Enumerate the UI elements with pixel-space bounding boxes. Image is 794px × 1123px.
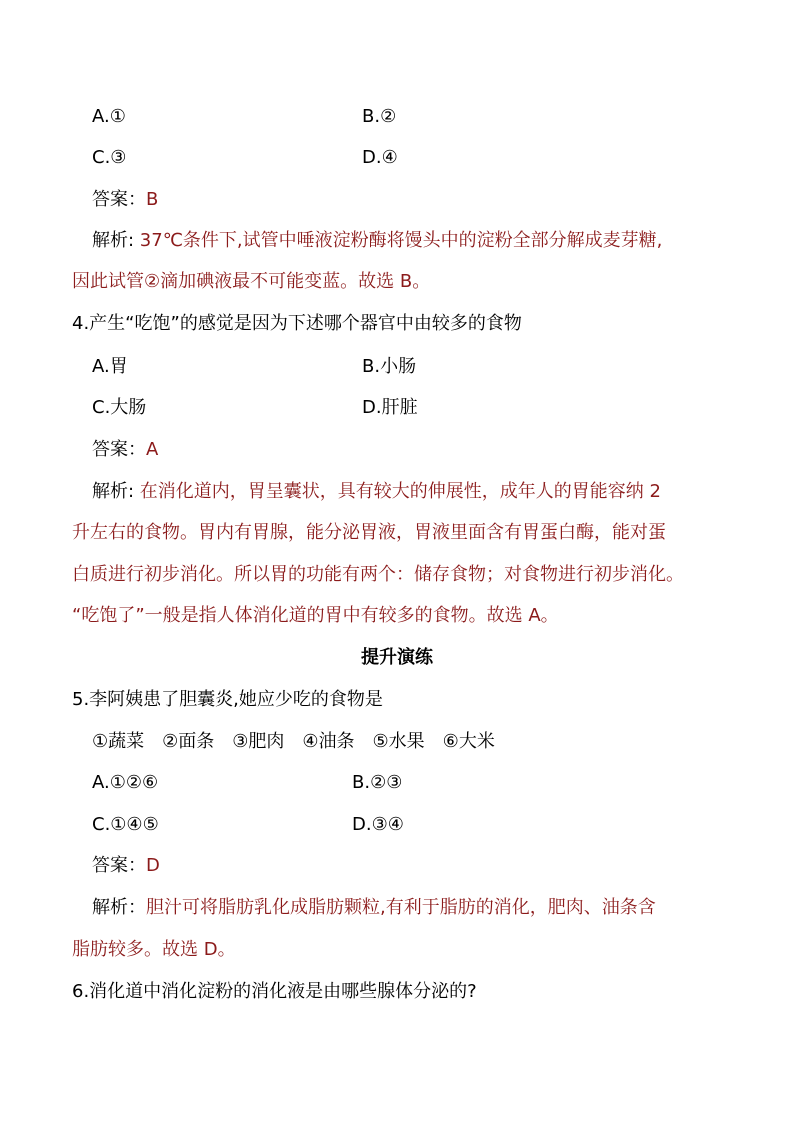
q5-question: 5.李阿姨患了胆囊炎,她应少吃的食物是 xyxy=(72,689,383,710)
q5-explanation-line-2: 脂肪较多。故选 D。 xyxy=(72,939,236,960)
q4-explanation-line-1 xyxy=(92,480,661,504)
q3-option-d: D.④ xyxy=(362,147,398,168)
q3-option-c: C.③ xyxy=(92,147,127,168)
q3-explain-text-1: 37℃条件下,试管中唾液淀粉酶将馒头中的淀粉全部分解成麦芽糖, xyxy=(139,230,663,251)
q4-option-d: D.肝脏 xyxy=(362,397,418,418)
q5-food-items: ①蔬菜 ②面条 ③肥肉 ④油条 ⑤水果 ⑥大米 xyxy=(92,731,495,752)
q4-option-a: A.胃 xyxy=(92,356,128,377)
q5-answer-label: 答案： xyxy=(92,855,146,876)
q5-answer-value: D xyxy=(146,855,160,876)
q6-question: 6.消化道中消化淀粉的消化液是由哪些腺体分泌的? xyxy=(72,981,477,1002)
q4-explanation-line-4: “吃饱了”一般是指人体消化道的胃中有较多的食物。故选 A。 xyxy=(72,605,559,626)
q3-explanation-line-1 xyxy=(92,229,662,253)
q3-explanation-line-2: 因此试管②滴加碘液最不可能变蓝。故选 B。 xyxy=(72,271,431,292)
q3-answer-value: B xyxy=(146,189,159,210)
q5-answer xyxy=(92,854,160,878)
q5-explain-label: 解析： xyxy=(92,897,146,918)
q4-question: 4.产生“吃饱”的感觉是因为下述哪个器官中由较多的食物 xyxy=(72,313,522,334)
q4-explanation-line-3: 白质进行初步消化。所以胃的功能有两个：储存食物；对食物进行初步消化。 xyxy=(72,564,684,585)
q4-option-c: C.大肠 xyxy=(92,397,147,418)
q3-answer-label: 答案： xyxy=(92,189,146,210)
q5-option-a: A.①②⑥ xyxy=(92,772,159,793)
q3-option-b: B.② xyxy=(362,106,397,127)
q4-answer xyxy=(92,438,158,462)
q4-explain-label: 解析: xyxy=(92,481,140,502)
q5-explanation-line-1 xyxy=(92,896,656,920)
section-title: 提升演练 xyxy=(361,647,433,668)
q3-explain-label: 解析: xyxy=(92,230,140,251)
q4-explain-text-1: 在消化道内，胃呈囊状，具有较大的伸展性，成年人的胃能容纳 2 xyxy=(139,481,661,502)
q4-answer-label: 答案： xyxy=(92,439,146,460)
q4-explanation-line-2: 升左右的食物。胃内有胃腺，能分泌胃液，胃液里面含有胃蛋白酶，能对蛋 xyxy=(72,522,666,543)
q3-answer xyxy=(92,188,158,212)
q5-option-c: C.①④⑤ xyxy=(92,814,159,835)
q5-option-d: D.③④ xyxy=(352,814,404,835)
q4-option-b: B.小肠 xyxy=(362,356,417,377)
q3-option-a: A.① xyxy=(92,106,126,127)
q4-answer-value: A xyxy=(146,439,159,460)
q5-explain-text-1: 胆汁可将脂肪乳化成脂肪颗粒,有利于脂肪的消化，肥肉、油条含 xyxy=(146,897,656,918)
q5-option-b: B.②③ xyxy=(352,772,403,793)
